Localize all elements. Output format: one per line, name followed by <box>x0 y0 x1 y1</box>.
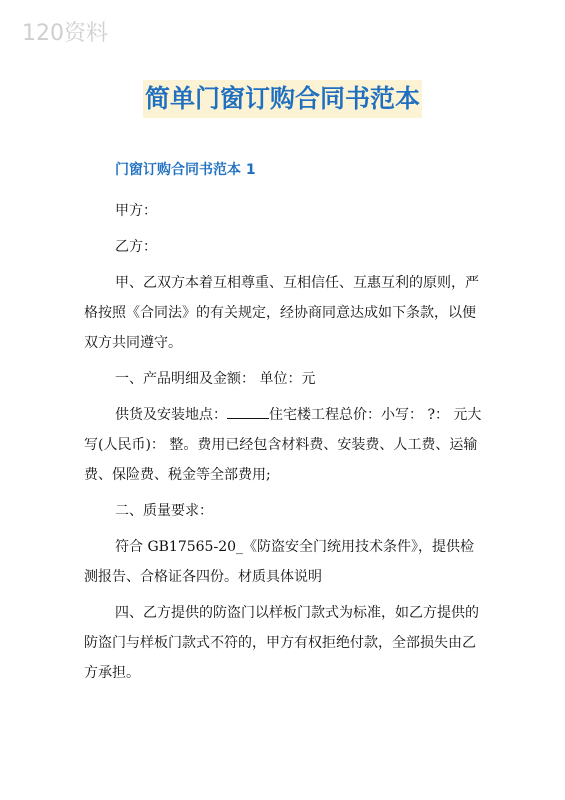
party-a-line: 甲方： <box>115 203 157 219</box>
product-detail-line: 一、产品明细及金额： 单位：元 <box>115 371 316 387</box>
document-title: 简单门窗订购合同书范本 <box>143 80 422 118</box>
intro-paragraph: 甲、乙双方本着互相尊重、互相信任、互惠互利的原则，严格按照《合同法》的有关规定，经协商同意达成如下条款，以便双方共同遵守。 <box>84 275 479 351</box>
standard-paragraph: 符合 GB17565-20_《防盗安全门统用技术条件》，提供检测报告、合格证各四份。材质具体说明 <box>84 539 475 585</box>
watermark: 120资料 <box>22 21 108 46</box>
supply-suffix: 住宅楼工程总价：小写： ?： 元大写(人民币)： 整。费用已经包含材料费、安装费、人工费、运输费、保险费、税金等全部费用; <box>84 407 482 483</box>
document-body <box>84 158 486 694</box>
party-b-line: 乙方： <box>115 239 157 255</box>
clause-four-paragraph: 四、乙方提供的防盗门以样板门款式为标准，如乙方提供的防盗门与样板门款式不符的，甲方有权拒绝付款，全部损失由乙方承担。 <box>84 605 479 681</box>
section-heading: 门窗订购合同书范本 1 <box>115 162 256 178</box>
supply-prefix: 供货及安装地点： <box>115 407 227 423</box>
address-blank <box>227 404 269 419</box>
quality-heading: 二、质量要求： <box>115 503 213 519</box>
supply-paragraph <box>84 400 486 490</box>
title-container <box>0 80 565 118</box>
